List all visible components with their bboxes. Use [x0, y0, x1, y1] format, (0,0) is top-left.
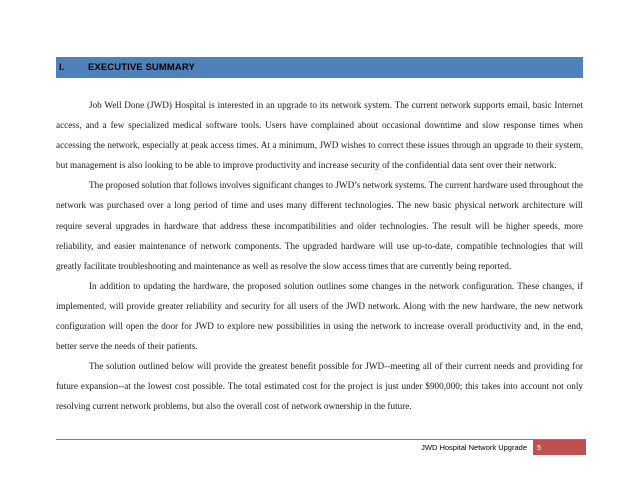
page-footer	[421, 440, 586, 455]
section-number: I.	[59, 62, 65, 73]
paragraph-3: In addition to updating the hardware, the proposed solution outlines some changes in the network configuration. These changes, if implemented, will provide greater reliability and security for all users of the JWD network. Along with the new hardware, the new network configuration will open the door for JWD to explore new possibilities in using the network to increase overall productivity and, in the end, better serve the needs of their patients.	[56, 280, 583, 352]
paragraph-4: The solution outlined below will provide the greatest benefit possible for JWD--meeting all of their current needs and providing for future expansion--at the lowest cost possible. The total estimated cost for the project is just under $900,000; this takes into account not only resolving current network problems, but also the overall cost of network ownership in the future.	[56, 361, 583, 412]
section-header	[56, 57, 583, 78]
section-title: EXECUTIVE SUMMARY	[88, 62, 195, 73]
footer-document-title: JWD Hospital Network Upgrade	[421, 443, 527, 452]
paragraph-2: The proposed solution that follows involves significant changes to JWD’s network systems. The current hardware used throughout the network was purchased over a long period of time and uses many different technologies. The new basic physical network architecture will require several upgrades in hardware that address these incompatibilities and older technologies. The result will be higher speeds, more reliability, and easier maintenance of network components. The upgraded hardware will use up-to-date, compatible technologies that will greatly facilitate troubleshooting and maintenance as well as resolve the slow access times that are currently being reported.	[56, 180, 583, 271]
paragraph-1: Job Well Done (JWD) Hospital is interested in an upgrade to its network system. The current network supports email, basic Internet access, and a few specialized medical software tools. Users have complained about occasional downtime and slow response times when accessing the network, especially at peak access times. At a minimum, JWD wishes to correct these issues through an upgrade to their system, but management is also looking to be able to improve productivity and increase security of the confidential data sent over their network.	[56, 100, 583, 171]
page-number-badge: 5	[533, 440, 586, 455]
executive-summary-body	[56, 95, 583, 417]
